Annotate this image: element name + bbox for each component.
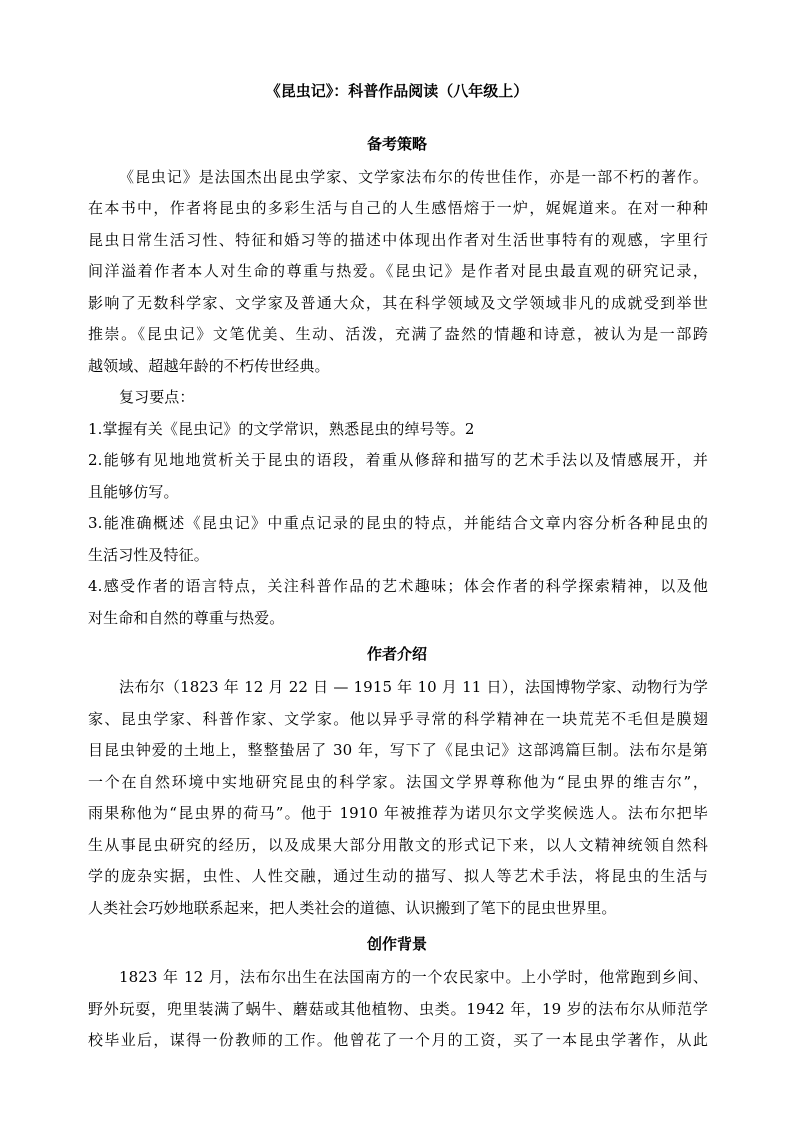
review-point: 对生命和自然的尊重与热爱。 <box>88 609 285 627</box>
paragraph-line: 学的庞杂实据，虫性、人性交融，通过生动的描写、拟人等艺术手法，将昆虫的生活与 <box>88 867 708 885</box>
section-heading-background: 创作背景 <box>366 935 427 953</box>
paragraph-line: 昆虫日常生活习性、特征和婚习等的描述中体现出作者对生活世事特有的观感，字里行 <box>88 231 708 249</box>
paragraph-line: 《昆虫记》是法国杰出昆虫学家、文学家法布尔的传世佳作，亦是一部不朽的著作。 <box>119 168 708 186</box>
paragraph-line: 越领域、超越年龄的不朽传世经典。 <box>88 357 330 375</box>
review-point: 1.掌握有关《昆虫记》的文学常识，熟悉昆虫的绰号等。2 <box>88 420 475 438</box>
review-point: 2.能够有见地地赏析关于昆虫的语段，着重从修辞和描写的艺术手法以及情感展开，并 <box>88 451 708 469</box>
paragraph-line: 人类社会巧妙地联系起来，把人类社会的道德、认识搬到了笔下的昆虫世界里。 <box>88 899 617 917</box>
review-point: 4.感受作者的语言特点，关注科普作品的艺术趣味；体会作者的科学探索精神，以及他 <box>88 577 708 595</box>
paragraph-line: 雨果称他为“昆虫界的荷马”。他于 1910 年被推荐为诺贝尔文学奖候选人。法布尔把毕 <box>88 804 708 822</box>
document-title: 《昆虫记》：科普作品阅读（八年级上） <box>265 82 529 100</box>
review-point: 且能够仿写。 <box>88 483 179 501</box>
review-point: 生活习性及特征。 <box>88 546 209 564</box>
paragraph-line: 校毕业后，谋得一份教师的工作。他曾花了一个月的工资，买了一本昆虫学著作，从此 <box>88 1031 708 1049</box>
paragraph-line: 生从事昆虫研究的经历，以及成果大部分用散文的形式记下来，以人文精神统领自然科 <box>88 836 708 854</box>
section-heading-author: 作者介绍 <box>366 645 427 663</box>
paragraph-line: 在本书中，作者将昆虫的多彩生活与自己的人生感悟熔于一炉，娓娓道来。在对一种种 <box>88 199 708 217</box>
paragraph-line: 一个在自然环境中实地研究昆虫的科学家。法国文学界尊称他为“昆虫界的维吉尔”， <box>88 773 708 791</box>
paragraph-line: 目昆虫钟爱的土地上，整整蛰居了 30 年，写下了《昆虫记》这部鸿篇巨制。法布尔是第 <box>88 741 708 759</box>
paragraph-line: 法布尔（1823 年 12 月 22 日 — 1915 年 10 月 11 日），法国博物学家、动物行为学 <box>119 678 708 696</box>
review-point: 3.能准确概述《昆虫记》中重点记录的昆虫的特点，并能结合文章内容分析各种昆虫的 <box>88 514 708 532</box>
paragraph-line: 间洋溢着作者本人对生命的尊重与热爱。《昆虫记》是作者对昆虫最直观的研究记录， <box>88 262 708 280</box>
section-heading-strategy: 备考策略 <box>366 135 427 153</box>
paragraph-line: 1823 年 12 月，法布尔出生在法国南方的一个农民家中。上小学时，他常跑到乡间、 <box>119 968 708 986</box>
paragraph-line: 推崇。《昆虫记》文笔优美、生动、活泼，充满了盎然的情趣和诗意，被认为是一部跨 <box>88 325 708 343</box>
review-heading: 复习要点： <box>119 388 195 406</box>
paragraph-line: 影响了无数科学家、文学家及普通大众，其在科学领域及文学领域非凡的成就受到举世 <box>88 294 708 312</box>
paragraph-line: 家、昆虫学家、科普作家、文学家。他以异乎寻常的科学精神在一块荒芜不毛但是膜翅 <box>88 710 708 728</box>
paragraph-line: 野外玩耍，兜里装满了蜗牛、蘑菇或其他植物、虫类。1942 年，19 岁的法布尔从师范学 <box>88 1000 708 1018</box>
